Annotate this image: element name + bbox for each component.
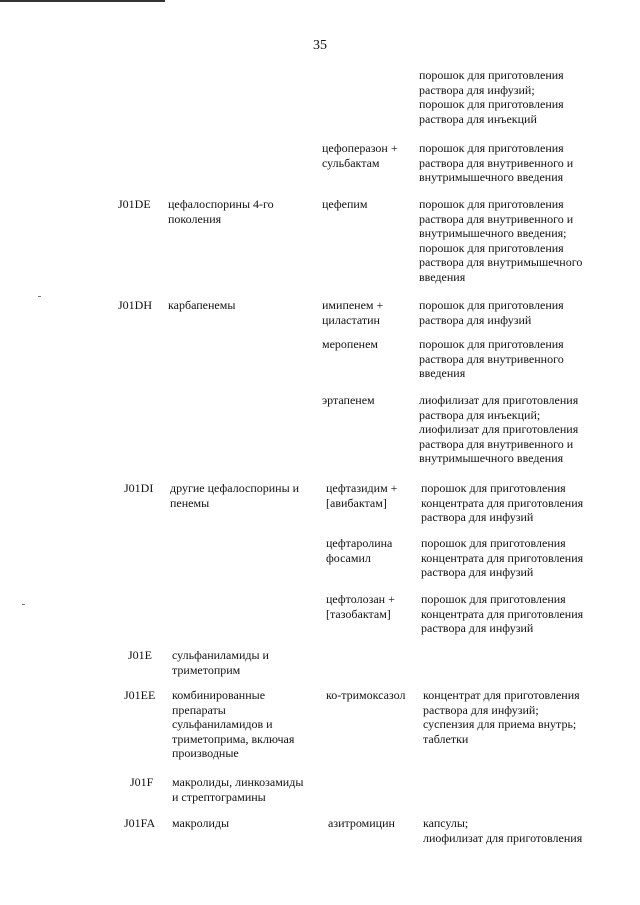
atc-group-name: другие цефалоспорины и пенемы [170, 481, 300, 510]
drug-name: меропенем [322, 337, 379, 351]
margin-mark [22, 604, 25, 605]
drug-name: ко-тримоксазол [326, 688, 406, 702]
drug-name: азитромицин [328, 816, 395, 830]
drug-name: цефоперазон + сульбактам [322, 141, 398, 170]
drug-name: цефтолозан + [тазобактам] [326, 592, 395, 621]
atc-code: J01E [128, 648, 152, 662]
atc-group-name: карбапенемы [168, 298, 236, 312]
dosage-forms: порошок для приготовления концентрата для приготовления раствора для инфузий [421, 481, 584, 525]
dosage-forms: порошок для приготовления концентрата для приготовления раствора для инфузий [421, 536, 584, 580]
atc-group-name: цефалоспорины 4-го поколения [168, 197, 274, 226]
drug-name: имипенем + циластатин [322, 298, 384, 327]
dosage-forms: порошок для приготовления раствора для внутривенного и внутримышечного введения; порошок для приготовления раствора для внутримышечного введения [419, 197, 583, 284]
drug-name: цефтаролина фосамил [326, 536, 393, 565]
atc-code: J01EE [124, 688, 156, 702]
dosage-forms: порошок для приготовления раствора для инфузий; порошок для приготовления раствора для инъекций [419, 68, 564, 126]
dosage-forms: капсулы; лиофилизат для приготовления [423, 816, 583, 845]
top-rule [0, 0, 165, 2]
page-number: 35 [313, 38, 327, 53]
margin-mark [38, 296, 41, 297]
dosage-forms: порошок для приготовления раствора для внутривенного и внутримышечного введения [419, 141, 574, 185]
atc-group-name: макролиды, линкозамиды и стрептограмины [172, 775, 304, 804]
atc-group-name: сульфаниламиды и триметоприм [172, 648, 269, 677]
atc-code: J01F [130, 775, 154, 789]
atc-code: J01FA [124, 816, 156, 830]
drug-name: цефепим [322, 197, 368, 211]
dosage-forms: порошок для приготовления концентрата для приготовления раствора для инфузий [421, 592, 584, 636]
dosage-forms: порошок для приготовления раствора для внутривенного введения [419, 337, 564, 381]
drug-name: цефтазидим + [авибактам] [326, 481, 398, 510]
dosage-forms: концентрат для приготовления раствора для инфузий; суспензия для приема внутрь; таблетки [423, 688, 580, 746]
atc-code: J01DE [118, 197, 151, 211]
atc-group-name: макролиды [172, 816, 230, 830]
atc-group-name: комбинированные препараты сульфаниламидов и триметоприма, включая производные [172, 688, 295, 761]
dosage-forms: лиофилизат для приготовления раствора для инъекций; лиофилизат для приготовления раствора для внутривенного и внутримышечного введения [419, 393, 579, 466]
atc-code: J01DH [118, 298, 153, 312]
atc-code: J01DI [124, 481, 154, 495]
drug-name: эртапенем [322, 393, 375, 407]
dosage-forms: порошок для приготовления раствора для инфузий [419, 298, 564, 327]
